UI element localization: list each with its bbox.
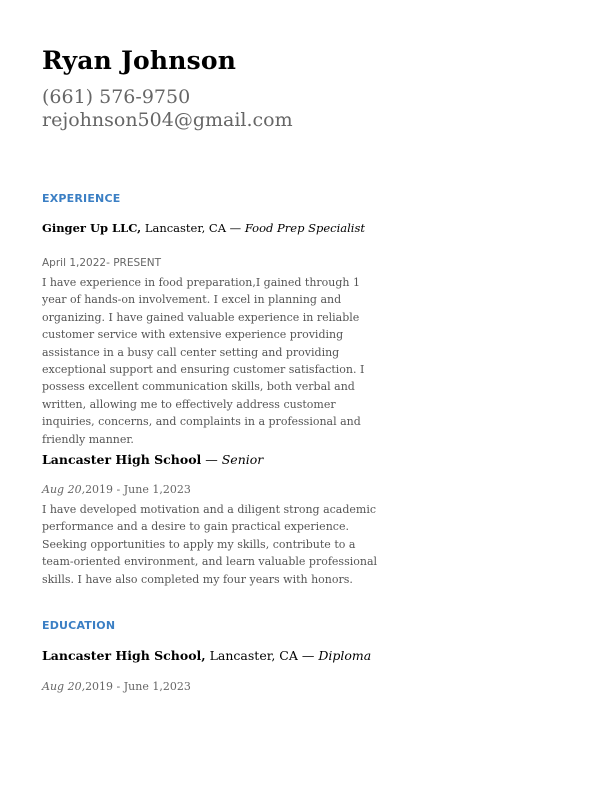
education-entry-1-date-start: Aug 20, bbox=[42, 680, 86, 693]
phone-number: (661) 576-9750 bbox=[42, 86, 191, 108]
experience-entry-1-description: I have experience in food preparation,I gained through 1 year of hands-on involvement. I excel in planning and organizing. I have gained valuable experience in reliable customer service with extensive experience providing assistance in a busy call center setting and providing exceptional support and ensuring customer satisfaction. I possess excellent communication skills, both verbal and written, allowing me to effectively address customer inquiries, concerns, and complaints in a professional and friendly manner. bbox=[42, 276, 365, 446]
experience-entry-2-role: Senior bbox=[221, 452, 264, 467]
experience-entry-2-date bbox=[42, 483, 191, 496]
experience-entry-1-date: April 1,2022- PRESENT bbox=[42, 257, 162, 269]
experience-entry-2-date-rest: 2019 - June 1,2023 bbox=[85, 483, 191, 496]
education-entry-1-location: Lancaster, CA — bbox=[209, 648, 315, 663]
experience-entry-2-heading bbox=[42, 452, 263, 467]
education-entry-1-date bbox=[42, 680, 191, 693]
education-entry-1-date-rest: 2019 - June 1,2023 bbox=[85, 680, 191, 693]
experience-entry-2-separator: — bbox=[201, 452, 222, 467]
experience-entry-2-date-start: Aug 20, bbox=[42, 483, 86, 496]
experience-entry-1-heading bbox=[42, 221, 365, 235]
education-entry-1-degree: Diploma bbox=[318, 648, 372, 663]
education-section-title: EDUCATION bbox=[42, 619, 116, 632]
experience-entry-2-organization: Lancaster High School bbox=[42, 452, 202, 467]
candidate-name: Ryan Johnson bbox=[42, 46, 237, 75]
email-address: rejohnson504@gmail.com bbox=[42, 109, 293, 131]
experience-entry-1-role: Food Prep Specialist bbox=[244, 221, 365, 235]
experience-entry-1-location: Lancaster, CA — bbox=[144, 221, 242, 235]
education-entry-1-organization: Lancaster High School, bbox=[42, 648, 206, 663]
experience-entry-1-organization: Ginger Up LLC, bbox=[42, 221, 142, 235]
experience-entry-2-description: I have developed motivation and a diligent strong academic performance and a desire to gain practical experience. Seeking opportunities to apply my skills, contribute to a team-oriented environment, and learn valuable professional skills. I have also completed my four years with honors. bbox=[42, 503, 378, 586]
experience-section-title: EXPERIENCE bbox=[42, 192, 121, 205]
education-entry-1-heading bbox=[42, 648, 371, 663]
